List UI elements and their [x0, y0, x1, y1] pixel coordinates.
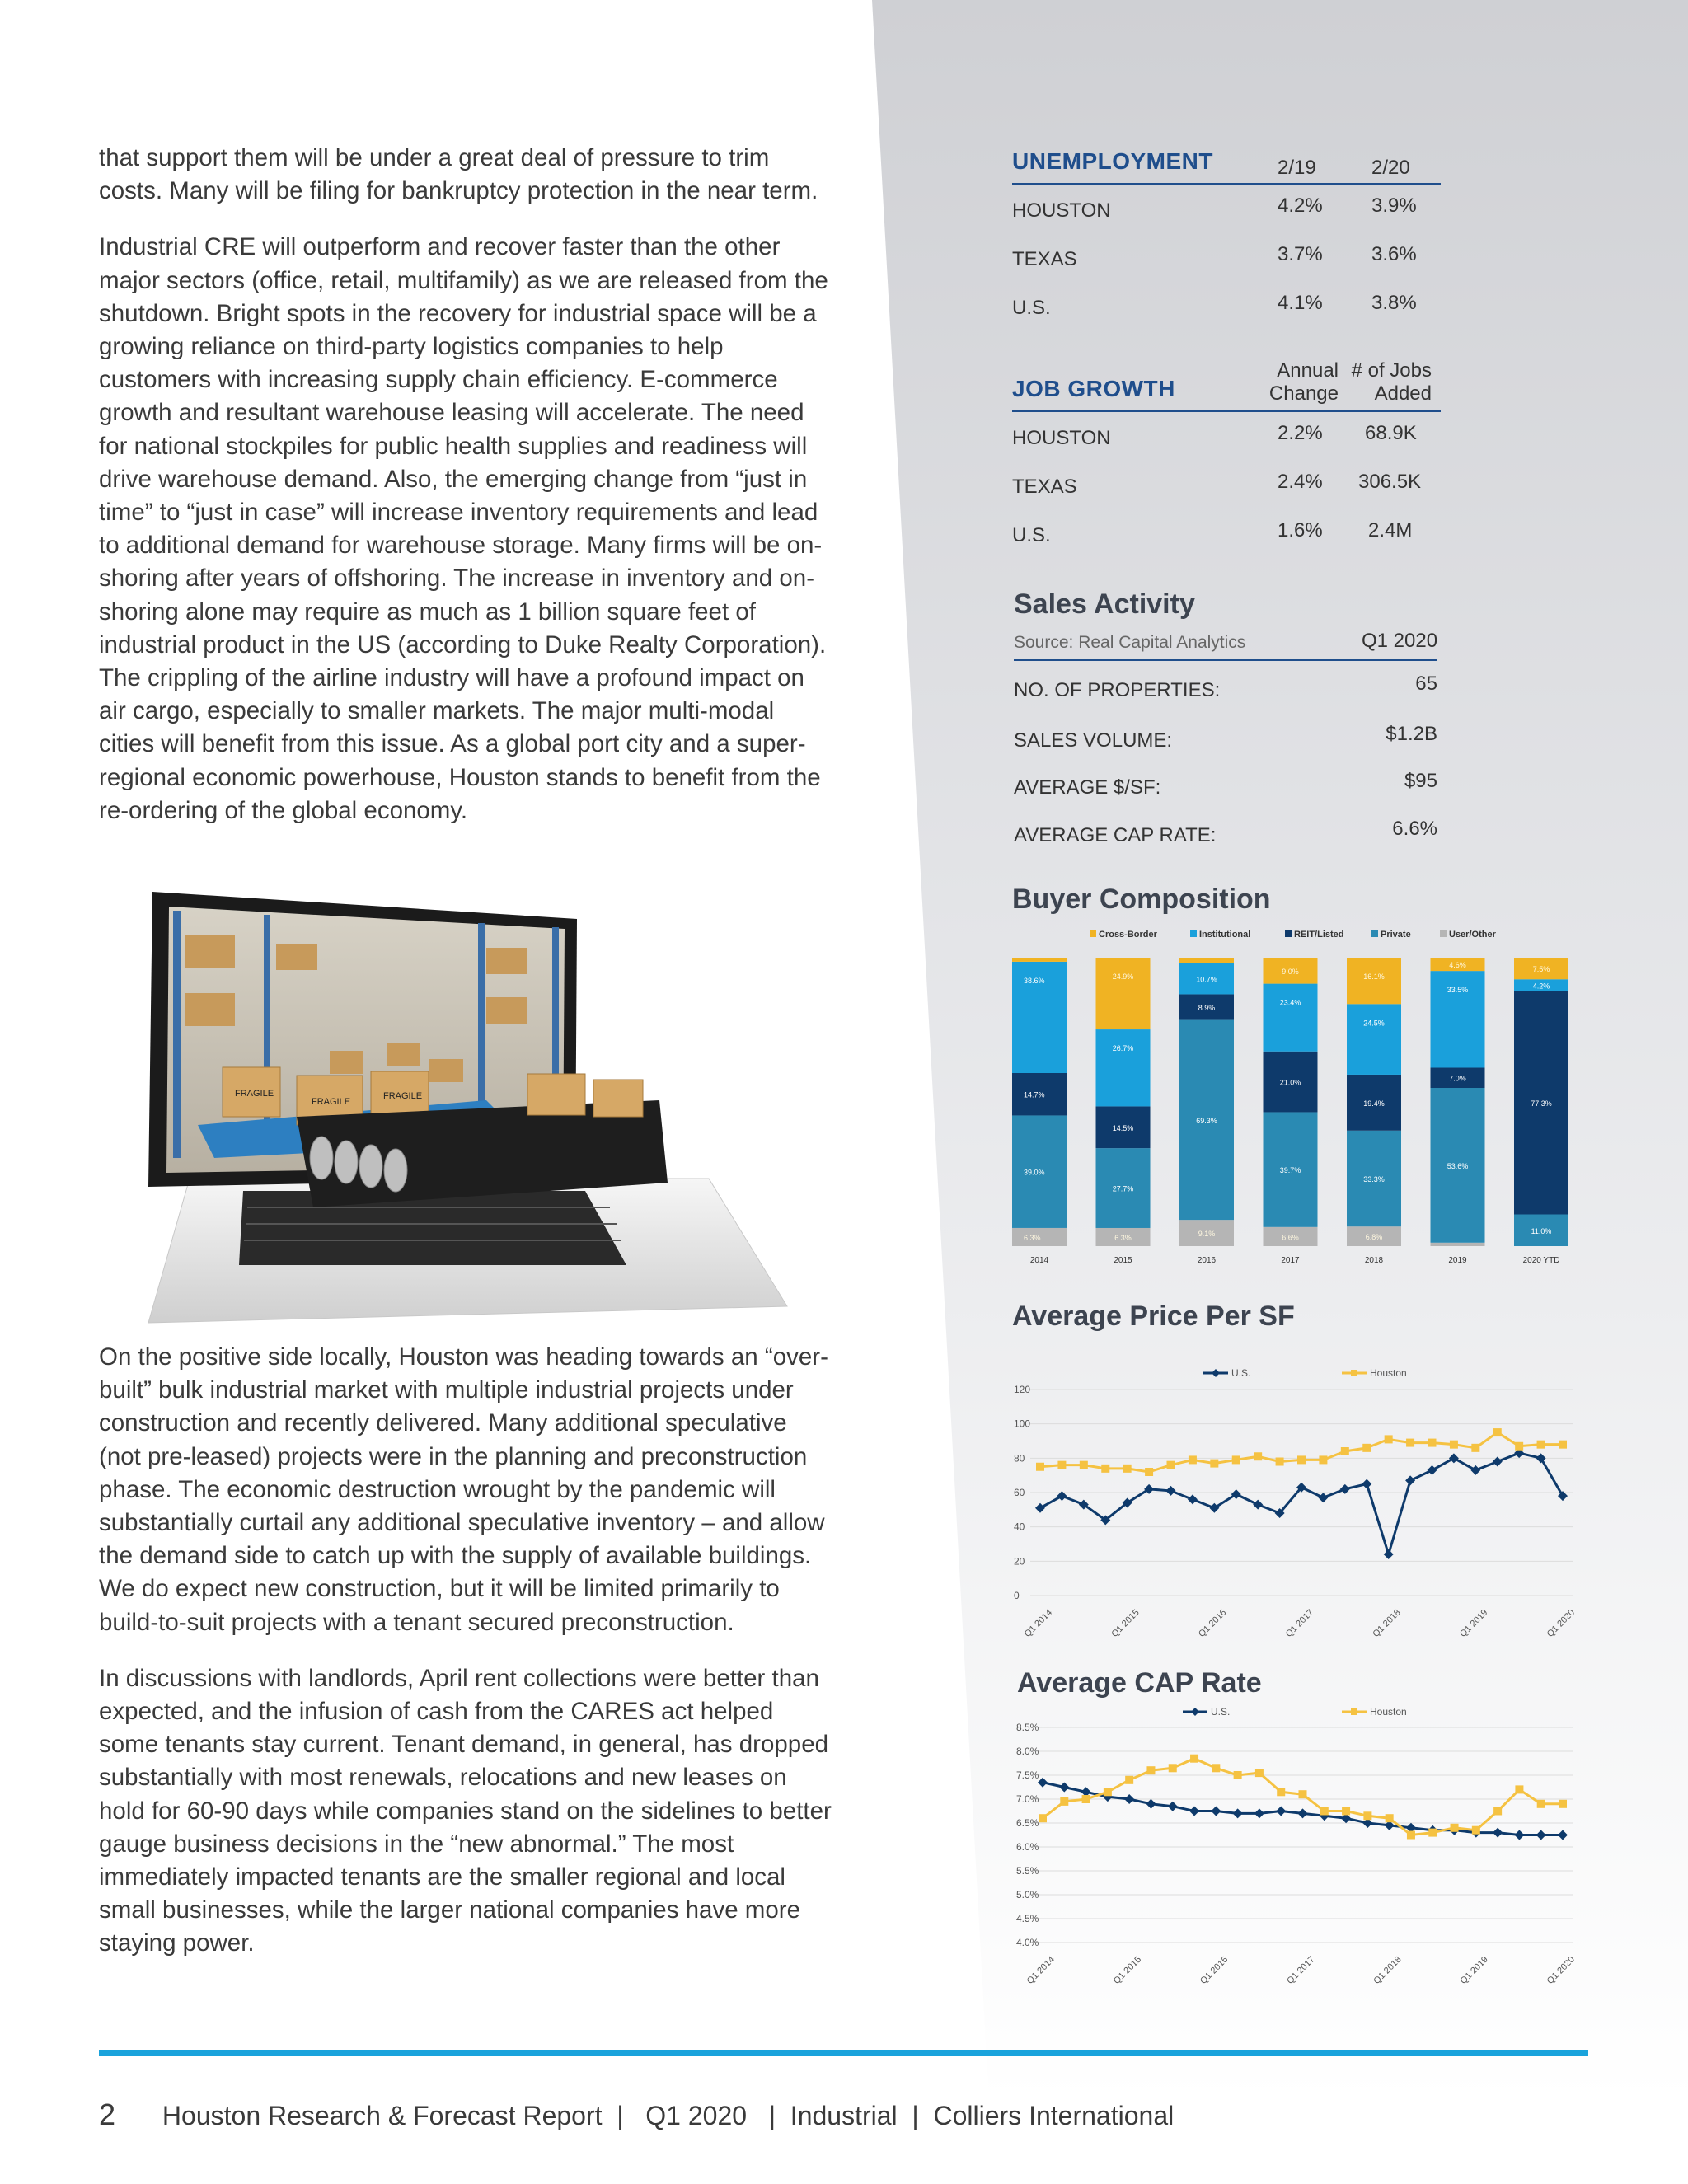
- data-label: 19.4%: [1363, 1099, 1385, 1108]
- data-point: [1319, 1455, 1327, 1464]
- cap-rate-chart: [1006, 1698, 1615, 2003]
- data-point: [1277, 1788, 1285, 1796]
- sales-period: Q1 2020: [1362, 630, 1438, 652]
- data-label: 7.0%: [1449, 1074, 1466, 1083]
- data-point: [1320, 1807, 1329, 1816]
- sales-value: 65: [1415, 673, 1437, 695]
- x-tick-label: Q1 2020: [1545, 1607, 1578, 1640]
- x-tick-label: Q1 2017: [1283, 1607, 1316, 1640]
- data-point: [1451, 1824, 1459, 1832]
- y-tick-label: 7.0%: [1016, 1793, 1039, 1805]
- buyer-composition-chart: [1006, 923, 1615, 1269]
- data-point: [1470, 1465, 1480, 1475]
- column-header-line: Change: [1268, 382, 1339, 405]
- y-tick-label: 4.0%: [1016, 1937, 1039, 1948]
- table-row: [1012, 282, 1441, 330]
- data-point: [1276, 1807, 1286, 1816]
- y-tick-label: 100: [1014, 1418, 1031, 1430]
- data-point: [1428, 1439, 1437, 1447]
- article-text-bottom: [99, 1341, 832, 1984]
- y-tick-label: 60: [1014, 1487, 1025, 1498]
- column-header-line: # of Jobs: [1351, 359, 1432, 382]
- column-header: 2/20: [1372, 157, 1410, 179]
- data-point: [1255, 1769, 1264, 1777]
- sales-source: Source: Real Capital Analytics: [1014, 633, 1246, 652]
- data-point: [1168, 1802, 1178, 1811]
- data-label: 39.0%: [1024, 1168, 1045, 1177]
- legend-label: User/Other: [1449, 930, 1496, 940]
- data-point: [1493, 1807, 1502, 1816]
- column-header: 2/19: [1278, 157, 1316, 179]
- legend-swatch: [1090, 930, 1096, 937]
- data-point: [1253, 1500, 1263, 1510]
- data-point: [1254, 1452, 1262, 1460]
- cell-value: 4.1%: [1278, 292, 1323, 314]
- bar-segment: [1179, 958, 1234, 963]
- y-tick-label: 20: [1014, 1555, 1025, 1568]
- data-point: [1123, 1465, 1132, 1473]
- data-label: 77.3%: [1531, 1099, 1552, 1108]
- data-label: 33.5%: [1447, 986, 1469, 995]
- data-label: 11.0%: [1531, 1226, 1552, 1235]
- y-tick-label: 5.0%: [1016, 1889, 1039, 1900]
- bar-segment: [1096, 958, 1151, 1029]
- y-tick-label: 7.5%: [1016, 1769, 1039, 1781]
- y-tick-label: 6.5%: [1016, 1817, 1039, 1829]
- data-point: [1080, 1461, 1088, 1469]
- data-label: 21.0%: [1279, 1078, 1301, 1087]
- data-point: [1234, 1771, 1242, 1779]
- data-point: [1060, 1797, 1068, 1806]
- column-header: [1338, 359, 1432, 405]
- data-point: [1298, 1808, 1308, 1818]
- legend-label: U.S.: [1211, 1706, 1231, 1718]
- legend-marker: [1351, 1708, 1357, 1715]
- data-point: [1188, 1494, 1198, 1504]
- data-label: 26.7%: [1112, 1044, 1134, 1053]
- data-point: [1145, 1468, 1153, 1476]
- x-tick-label: 2017: [1281, 1256, 1300, 1265]
- table-row: [1012, 461, 1441, 509]
- data-point: [1514, 1830, 1524, 1840]
- data-label: 8.9%: [1198, 1004, 1216, 1013]
- data-label: 6.3%: [1114, 1233, 1132, 1242]
- data-point: [1212, 1764, 1220, 1772]
- row-label: TEXAS: [1012, 248, 1077, 270]
- data-point: [1536, 1830, 1546, 1840]
- data-point: [1493, 1428, 1502, 1436]
- price-per-sf-title: Average Price Per SF: [1012, 1301, 1295, 1332]
- y-tick-label: 4.5%: [1016, 1913, 1039, 1924]
- data-point: [1190, 1755, 1198, 1763]
- data-point: [1537, 1441, 1545, 1449]
- bar-segment: [1264, 984, 1318, 1052]
- x-tick-label: Q1 2019: [1458, 1954, 1490, 1987]
- job-growth-table: [1012, 353, 1441, 558]
- data-label: 16.1%: [1363, 972, 1385, 981]
- table-row: [1012, 233, 1441, 282]
- data-label: 23.4%: [1279, 998, 1301, 1007]
- legend-marker: [1212, 1369, 1220, 1377]
- legend-label: Institutional: [1199, 930, 1251, 940]
- data-point: [1082, 1795, 1090, 1803]
- data-point: [1341, 1447, 1349, 1455]
- sales-label: SALES VOLUME:: [1014, 729, 1173, 752]
- data-label: 38.6%: [1024, 976, 1045, 985]
- data-point: [1036, 1463, 1044, 1471]
- row-label: HOUSTON: [1012, 199, 1111, 222]
- sales-divider: [1014, 659, 1437, 661]
- data-point: [1125, 1776, 1133, 1784]
- x-tick-label: Q1 2014: [1025, 1954, 1057, 1987]
- data-point: [1169, 1764, 1177, 1772]
- buyer-composition-title: Buyer Composition: [1012, 883, 1271, 915]
- data-point: [1039, 1814, 1047, 1822]
- footer-text: Houston Research & Forecast Report | Q1 2020 | Industrial | Colliers International: [162, 2101, 1175, 2130]
- y-tick-label: 80: [1014, 1452, 1025, 1465]
- box-label: FRAGILE: [235, 1089, 274, 1099]
- data-point: [1189, 1455, 1197, 1464]
- cell-value: 3.7%: [1278, 243, 1323, 265]
- data-point: [1210, 1460, 1218, 1468]
- table-header: [1012, 142, 1441, 185]
- cap-rate-title: Average CAP Rate: [1017, 1667, 1262, 1699]
- y-tick-label: 0: [1014, 1590, 1020, 1601]
- data-point: [1318, 1493, 1328, 1502]
- legend-swatch: [1372, 930, 1378, 937]
- data-point: [1189, 1807, 1199, 1816]
- sales-activity-title: Sales Activity: [1014, 588, 1195, 620]
- data-point: [1124, 1794, 1134, 1804]
- x-tick-label: Q1 2020: [1545, 1954, 1578, 1987]
- legend-label: REIT/Listed: [1294, 930, 1344, 940]
- row-label: U.S.: [1012, 297, 1051, 319]
- data-point: [1342, 1807, 1350, 1816]
- x-tick-label: Q1 2015: [1111, 1954, 1144, 1987]
- x-tick-label: Q1 2019: [1458, 1607, 1490, 1640]
- data-point: [1101, 1465, 1109, 1473]
- data-point: [1166, 1486, 1176, 1496]
- bar-segment: [1347, 958, 1401, 1004]
- data-label: 9.0%: [1282, 967, 1299, 976]
- table-row: [1012, 185, 1441, 233]
- cell-value: 2.2%: [1278, 422, 1323, 444]
- paragraph: that support them will be under a great deal of pressure to trim costs. Many will be filing for bankruptcy protection in the near term.: [99, 144, 818, 205]
- legend-marker: [1351, 1370, 1357, 1376]
- paragraph: Industrial CRE will outperform and recover faster than the other major sectors (office, retail, multifamily) as we are released from the shutdown. Bright spots in the recovery for industrial space will be a growing reliance on third-party logistics companies to help customers with increasing supply chain efficiency. E-commerce growth and resultant warehouse leasing will accelerate. The need for national stockpiles for public health supplies and readiness will drive warehouse demand. Also, the emerging change from “just in time” to “just in case” will increase inventory requirements and lead to additional demand for warehouse storage. Many firms will be on-shoring after years of offshoring. The increase in inventory and on-shoring alone may require as much as 1 billion square feet of industrial product in the US (according to Duke Realty Corporation). The crippling of the airline industry will have a profound impact on air cargo, especially to smaller markets. The major multi-modal cities will benefit from this issue. As a global port city and a super-regional economic powerhouse, Houston stands to benefit from the re-ordering of the global economy.: [99, 233, 828, 824]
- price-per-sf-chart: [1006, 1360, 1615, 1640]
- cell-value: 3.6%: [1372, 243, 1417, 265]
- footer: [99, 2097, 1174, 2132]
- cell-value: 306.5K: [1358, 471, 1422, 493]
- x-tick-label: 2020 YTD: [1522, 1256, 1560, 1265]
- data-point: [1254, 1808, 1264, 1818]
- data-point: [1559, 1441, 1567, 1449]
- data-label: 10.7%: [1196, 975, 1217, 984]
- data-point: [1471, 1444, 1479, 1452]
- cell-value: 3.9%: [1372, 194, 1417, 217]
- data-label: 39.7%: [1279, 1166, 1301, 1175]
- row-label: HOUSTON: [1012, 427, 1111, 449]
- x-tick-label: 2016: [1197, 1256, 1217, 1265]
- data-point: [1515, 1442, 1523, 1451]
- data-point: [1407, 1831, 1415, 1840]
- row-label: TEXAS: [1012, 476, 1077, 498]
- x-tick-label: 2019: [1448, 1256, 1467, 1265]
- x-tick-label: 2015: [1114, 1256, 1132, 1265]
- table-row: [1012, 412, 1441, 461]
- data-label: 33.3%: [1363, 1175, 1385, 1184]
- legend-label: Cross-Border: [1099, 930, 1157, 940]
- sales-value: 6.6%: [1392, 818, 1437, 840]
- cell-value: 68.9K: [1365, 422, 1417, 444]
- column-header-line: Added: [1374, 382, 1432, 405]
- bar-segment: [1096, 1029, 1151, 1106]
- data-point: [1536, 1453, 1546, 1463]
- data-point: [1146, 1766, 1155, 1774]
- y-tick-label: 6.0%: [1016, 1841, 1039, 1853]
- data-point: [1428, 1465, 1437, 1475]
- data-label: 4.6%: [1449, 961, 1466, 970]
- data-point: [1537, 1800, 1545, 1808]
- sales-label: AVERAGE $/SF:: [1014, 776, 1161, 799]
- article-text-top: [99, 142, 832, 827]
- data-point: [1276, 1458, 1284, 1466]
- data-point: [1472, 1826, 1480, 1835]
- data-label: 7.5%: [1532, 965, 1550, 974]
- data-point: [1167, 1461, 1175, 1469]
- y-tick-label: 5.5%: [1016, 1865, 1039, 1877]
- data-point: [1515, 1785, 1523, 1793]
- data-label: 4.2%: [1532, 982, 1550, 991]
- table-title: JOB GROWTH: [1012, 376, 1175, 401]
- y-tick-label: 120: [1014, 1384, 1031, 1395]
- sales-label: AVERAGE CAP RATE:: [1014, 824, 1217, 846]
- data-point: [1362, 1444, 1371, 1452]
- sales-row: [1014, 723, 1437, 752]
- table-row: [1012, 509, 1441, 558]
- bar-segment: [1012, 958, 1067, 962]
- paragraph: In discussions with landlords, April rent collections were better than expected, and the infusion of cash from the CARES act helped some tenants stay current. Tenant demand, in general, has dropped substantially with most renewals, relocations and new leases on hold for 60-90 days while companies stand on the sidelines to better gauge business decisions in the “new abnormal.” The most immediately impacted tenants are the smaller regional and local small businesses, while the larger national companies have more staying power.: [99, 1664, 832, 1957]
- data-label: 69.3%: [1196, 1116, 1217, 1125]
- data-point: [1362, 1479, 1372, 1489]
- sales-row: [1014, 818, 1437, 847]
- legend-label: U.S.: [1231, 1367, 1251, 1379]
- cell-value: 2.4M: [1368, 519, 1413, 541]
- data-label: 14.5%: [1112, 1123, 1134, 1132]
- data-point: [1233, 1808, 1243, 1818]
- data-label: 6.3%: [1024, 1233, 1041, 1242]
- table-title: UNEMPLOYMENT: [1012, 148, 1213, 174]
- data-point: [1384, 1549, 1394, 1559]
- legend-label: Houston: [1370, 1367, 1407, 1379]
- bar-segment: [1347, 1004, 1401, 1075]
- legend-label: Houston: [1370, 1706, 1407, 1718]
- data-point: [1405, 1475, 1415, 1485]
- unemployment-table: [1012, 142, 1441, 330]
- cell-value: 4.2%: [1278, 194, 1323, 217]
- data-point: [1035, 1503, 1045, 1513]
- data-point: [1559, 1800, 1567, 1808]
- data-point: [1363, 1811, 1372, 1820]
- x-tick-label: Q1 2017: [1285, 1954, 1317, 1987]
- data-label: 53.6%: [1447, 1161, 1469, 1170]
- legend-marker: [1191, 1708, 1199, 1716]
- x-tick-label: Q1 2018: [1371, 1607, 1403, 1640]
- legend-swatch: [1190, 930, 1197, 937]
- data-point: [1299, 1790, 1307, 1798]
- data-point: [1211, 1807, 1221, 1816]
- cell-value: 1.6%: [1278, 519, 1323, 541]
- x-tick-label: Q1 2014: [1022, 1607, 1055, 1640]
- data-point: [1057, 1461, 1066, 1469]
- data-point: [1385, 1435, 1393, 1443]
- data-point: [1493, 1828, 1503, 1838]
- table-header: [1012, 353, 1441, 412]
- data-point: [1297, 1455, 1306, 1464]
- column-header-line: Annual: [1277, 359, 1339, 382]
- x-tick-label: Q1 2016: [1197, 1607, 1229, 1640]
- y-tick-label: 8.5%: [1016, 1722, 1039, 1733]
- box-label: FRAGILE: [383, 1091, 423, 1101]
- data-label: 6.8%: [1365, 1233, 1383, 1242]
- data-point: [1449, 1453, 1459, 1463]
- data-point: [1386, 1814, 1394, 1822]
- sales-label: NO. OF PROPERTIES:: [1014, 679, 1221, 701]
- paragraph: On the positive side locally, Houston was heading towards an “over-built” bulk industrial market with multiple industrial projects under construction and recently delivered. Many additional speculative (not pre-leased) projects were in the planning and preconstruction phase. The economic destruction wrought by the pandemic will substantially curtail any additional speculative inventory – and allow the demand side to catch up with the supply of available buildings. We do expect new construction, but it will be limited primarily to build-to-suit projects with a tenant secured preconstruction.: [99, 1343, 828, 1636]
- sales-value: $1.2B: [1386, 723, 1437, 745]
- data-point: [1406, 1439, 1414, 1447]
- legend-swatch: [1285, 930, 1292, 937]
- y-tick-label: 8.0%: [1016, 1746, 1039, 1757]
- page-number: 2: [99, 2097, 116, 2131]
- data-label: 24.9%: [1112, 972, 1134, 981]
- legend-label: Private: [1381, 930, 1411, 940]
- x-tick-label: Q1 2018: [1372, 1954, 1404, 1987]
- bar-segment: [1431, 1243, 1485, 1246]
- x-tick-label: 2018: [1364, 1256, 1384, 1265]
- data-point: [1450, 1441, 1458, 1449]
- box-label: FRAGILE: [312, 1097, 351, 1107]
- data-point: [1038, 1778, 1048, 1788]
- data-label: 14.7%: [1024, 1090, 1045, 1099]
- data-point: [1428, 1829, 1437, 1837]
- data-point: [1558, 1830, 1568, 1840]
- row-label: U.S.: [1012, 524, 1051, 546]
- sales-row: [1014, 770, 1437, 799]
- x-tick-label: Q1 2016: [1198, 1954, 1231, 1987]
- data-label: 27.7%: [1112, 1184, 1134, 1193]
- data-point: [1232, 1455, 1240, 1464]
- footer-rule: [99, 2050, 1588, 2056]
- sales-value: $95: [1404, 770, 1437, 792]
- x-tick-label: Q1 2015: [1109, 1607, 1142, 1640]
- sales-row: [1014, 673, 1437, 702]
- data-point: [1059, 1783, 1069, 1793]
- y-tick-label: 40: [1014, 1521, 1025, 1533]
- data-label: 24.5%: [1363, 1019, 1385, 1028]
- data-point: [1104, 1788, 1112, 1796]
- x-tick-label: 2014: [1029, 1256, 1049, 1265]
- cell-value: 3.8%: [1372, 292, 1417, 314]
- cell-value: 2.4%: [1278, 471, 1323, 493]
- column-header: [1256, 359, 1339, 405]
- laptop-warehouse-illustration: [99, 878, 828, 1327]
- data-label: 6.6%: [1282, 1233, 1299, 1242]
- legend-swatch: [1440, 930, 1447, 937]
- data-label: 9.1%: [1198, 1230, 1216, 1239]
- data-point: [1146, 1799, 1156, 1809]
